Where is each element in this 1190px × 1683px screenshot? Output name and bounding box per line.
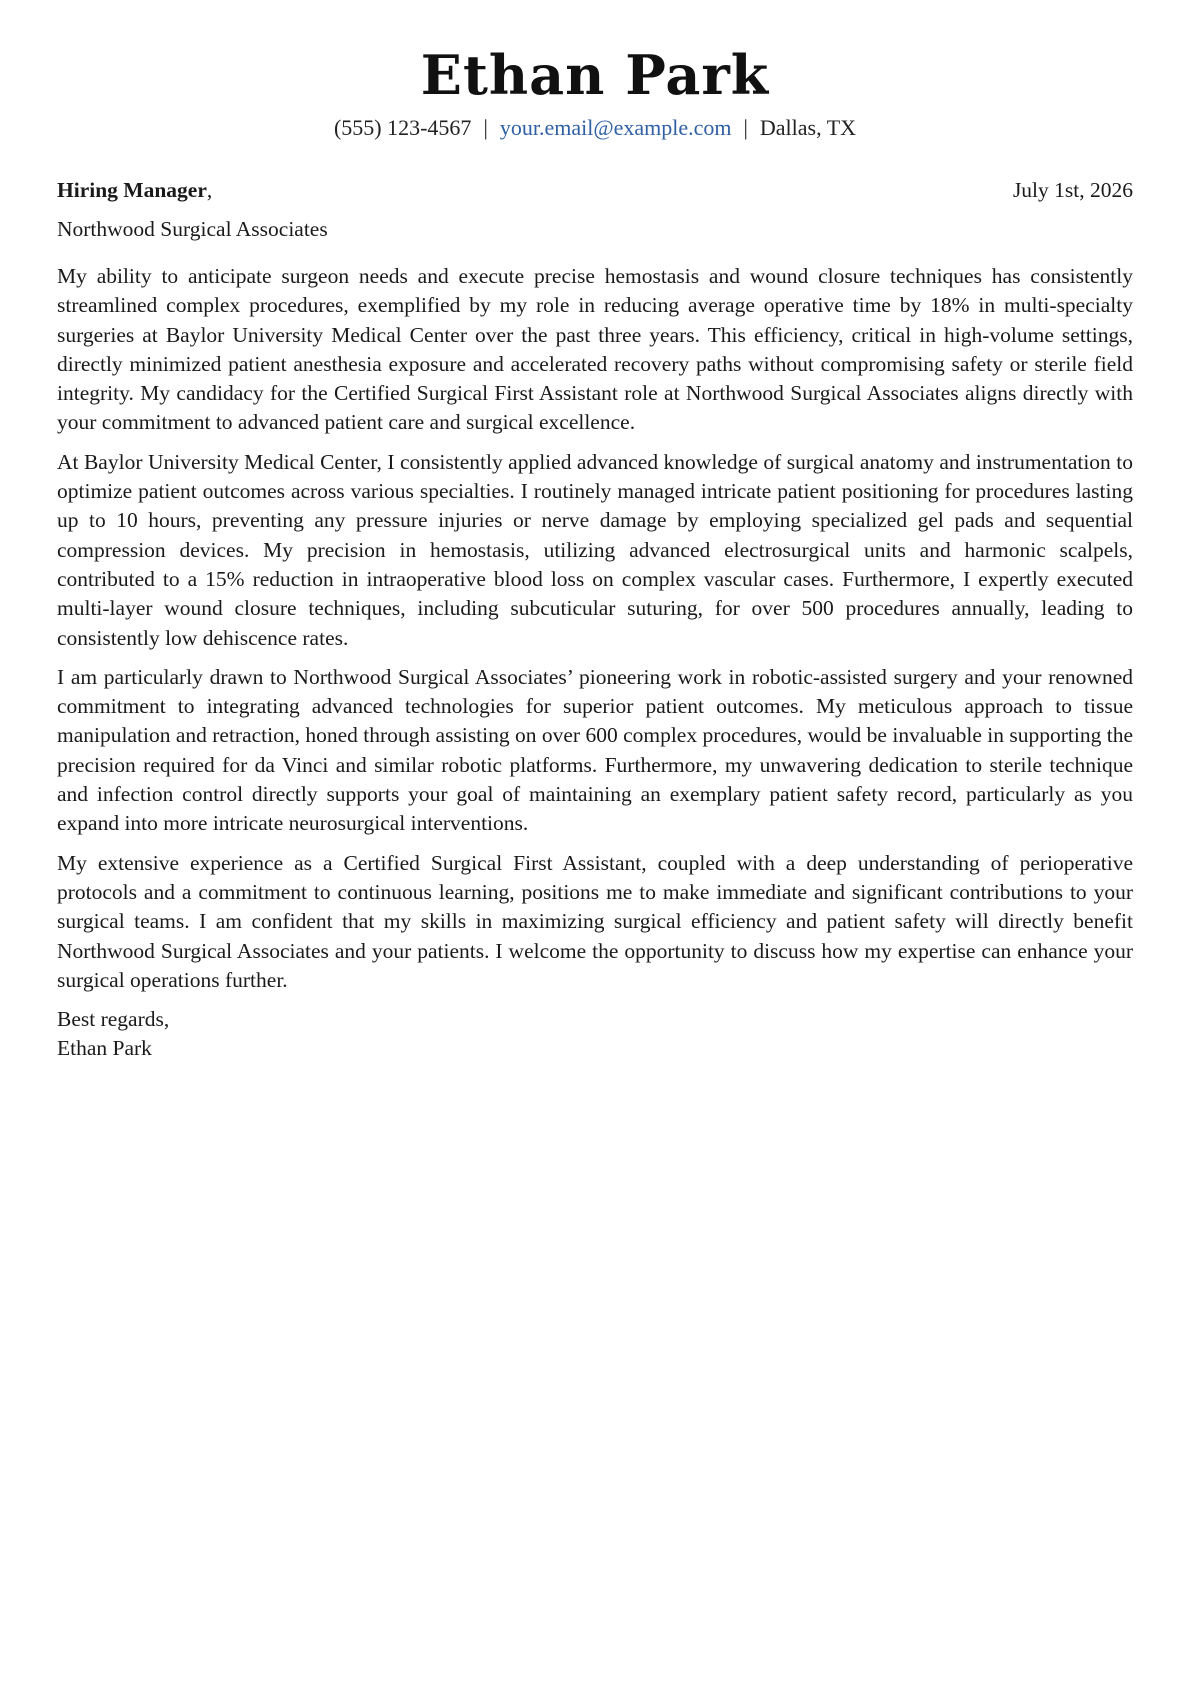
company-name: Northwood Surgical Associates [57,217,328,241]
phone-number: (555) 123-4567 [333,115,472,140]
salutation-date-row [57,176,1133,204]
applicant-name: Ethan Park [420,43,770,107]
body-paragraph: My extensive experience as a Certified Surgical First Assistant, coupled with a deep understanding of perioperative protocols and a commitment to continuous learning, positions me to make immediate and significant contributions to your surgical teams. I am confident that my skills in maximizing surgical efficiency and patient safety will directly benefit Northwood Surgical Associates and your patients. I welcome the opportunity to discuss how my expertise can enhance your surgical operations further. [57,850,1133,992]
recipient-suffix: , [206,178,213,202]
closing-phrase: Best regards, [57,1007,170,1032]
body-paragraph: I am particularly drawn to Northwood Surgical Associates’ pioneering work in robotic-assisted surgery and your renowned commitment to integrating advanced technologies for superior patient outcomes. My meticulous approach to tissue manipulation and retraction, honed through assisting on over 600 complex procedures, would be invaluable in supporting the precision required for da Vinci and similar robotic platforms. Furthermore, my unwavering dedication to sterile technique and infection control directly supports your goal of maintaining an exemplary patient safety record, particularly as you expand into more intricate neurosurgical interventions. [57,664,1133,836]
body-paragraph: At Baylor University Medical Center, I consistently applied advanced knowledge of surgical anatomy and instrumentation to optimize patient outcomes across various specialties. I routinely managed intricate patient positioning for procedures lasting up to 10 hours, preventing any pressure injuries or nerve damage by employing specialized gel pads and sequential compression devices. My precision in hemostasis, utilizing advanced electrosurgical units and harmonic scalpels, contributed to a 15% reduction in intraoperative blood loss on complex vascular cases. Furthermore, I expertly executed multi-layer wound closure techniques, including subcuticular suturing, for over 500 procedures annually, leading to consistently low dehiscence rates. [57,449,1133,650]
contact-line [57,114,1133,142]
letter-date: July 1st, 2026 [1012,178,1133,202]
recipient-name: Hiring Manager [57,178,207,202]
email-link[interactable]: your.email@example.com [499,115,732,140]
contact-separator: | [483,115,488,140]
closing-block [57,1005,1133,1064]
salutation [57,176,212,204]
contact-separator: | [743,115,748,140]
letter-body [57,262,1133,995]
location: Dallas, TX [759,115,857,140]
signature-name: Ethan Park [57,1036,152,1061]
body-paragraph: My ability to anticipate surgeon needs and execute precise hemostasis and wound closure techniques has consistently streamlined complex procedures, exemplified by my role in reducing average operative time by 18% in multi-specialty surgeries at Baylor University Medical Center over the past three years. This efficiency, critical in high-volume settings, directly minimized patient anesthesia exposure and accelerated recovery paths without compromising safety or sterile field integrity. My candidacy for the Certified Surgical First Assistant role at Northwood Surgical Associates aligns directly with your commitment to advanced patient care and surgical excellence. [57,264,1133,435]
